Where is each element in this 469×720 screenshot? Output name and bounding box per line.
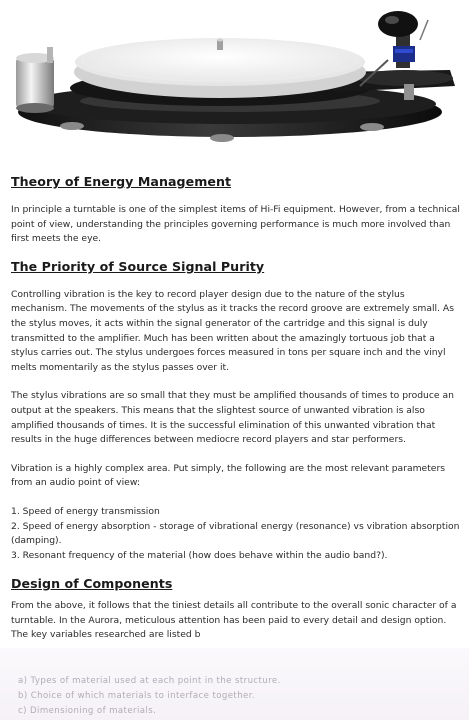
list-item: c) Dimensioning of materials. xyxy=(18,706,157,716)
list-item: 3. Resonant frequency of the material (how does behave within the audio band?). xyxy=(11,549,388,561)
priority-paragraph-2: The stylus vibrations are so small that they must be amplified thousands of times to produce an output at the speakers. This means that the slightest source of unwanted vibration is also amplified thousands of times. It is the successful elimination of this unwanted vibration that results in the huge differences between mediocre record players and star performers. xyxy=(11,390,454,446)
section-heading-priority: The Priority of Source Signal Purity xyxy=(11,258,265,274)
parameter-list xyxy=(11,505,463,563)
theory-paragraph: In principle a turntable is one of the simplest items of Hi-Fi equipment. However, from a technical point of view, understanding the principles governing performance is much more involved than first meets the eye. xyxy=(11,204,460,245)
list-item: b) Choice of which materials to interface together. xyxy=(18,691,256,701)
faded-overlay xyxy=(0,648,469,720)
priority-paragraph-3: Vibration is a highly complex area. Put simply, the following are the most relevant parameters from an audio point of view: xyxy=(11,462,446,489)
list-item: 2. Speed of energy absorption - storage of vibrational energy (resonance) vs vibration absorption (damping). xyxy=(11,520,460,547)
section-heading-design: Design of Components xyxy=(11,576,173,592)
article-body xyxy=(11,170,463,643)
turntable-photo xyxy=(0,0,469,150)
list-item: 1. Speed of energy transmission xyxy=(11,505,160,517)
list-item: a) Types of material used at each point in the structure. xyxy=(18,676,281,686)
section-heading-theory: Theory of Energy Management xyxy=(11,174,232,189)
variables-list xyxy=(0,648,469,719)
priority-paragraph-1: Controlling vibration is the key to record player design due to the nature of the stylus mechanism. The movements of the stylus as it tracks the record groove are extremely small. As the stylus moves, it acts within the signal generator of the cartridge and this signal is duly transmitted to the amplifier. Much has been written about the amazingly tortuous job that a stylus carries out. The stylus undergoes forces measured in tons per square inch and the vinyl melts momentarily as the stylus passes over it. xyxy=(11,288,455,373)
design-paragraph: From the above, it follows that the tiniest details all contribute to the overall sonic character of a turntable. In the Aurora, meticulous attention has been paid to every detail and design option. The key variables researched are listed b xyxy=(11,600,457,641)
